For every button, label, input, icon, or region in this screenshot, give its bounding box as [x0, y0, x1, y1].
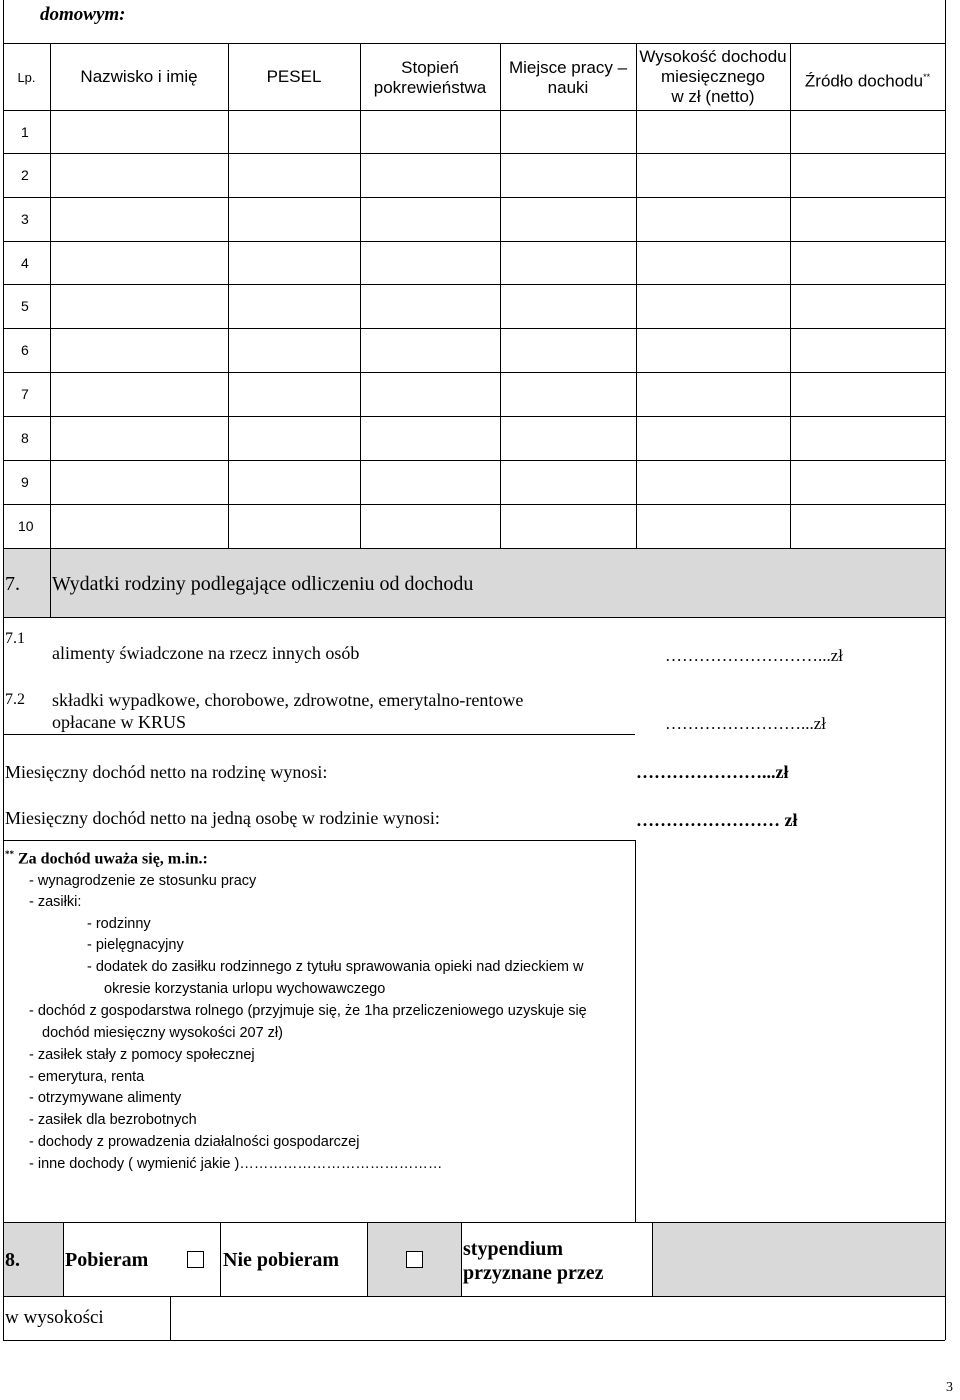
income-item: - zasiłki: — [29, 894, 82, 910]
summary-top-line — [3, 734, 635, 735]
monthly-person-label: Miesięczny dochód netto na jedną osobę w rodzinie wynosi: — [5, 808, 440, 828]
row-number: 10 — [18, 518, 34, 534]
income-item: dochód miesięczny wysokości 207 zł) — [42, 1025, 283, 1041]
not-receive-checkbox[interactable] — [406, 1251, 423, 1268]
col-divider — [636, 43, 637, 548]
note-right-divider — [635, 840, 636, 1222]
header-income-l3: w zł (netto) — [671, 87, 755, 106]
section8-divider — [220, 1222, 221, 1296]
monthly-person-amount: …………………… zł — [636, 810, 798, 830]
header-bottom-line — [3, 110, 945, 111]
section7-title: Wydatki rodziny podlegające odliczeniu od dochodu — [52, 573, 474, 595]
row-number: 1 — [21, 124, 29, 140]
header-work-l1: Miejsce pracy – — [508, 58, 628, 77]
section8-divider — [652, 1222, 653, 1296]
header-source-sup: ** — [923, 72, 931, 82]
receive-checkbox[interactable] — [187, 1251, 204, 1268]
header-relation-l1: Stopień — [401, 58, 459, 77]
row-number: 5 — [21, 298, 29, 314]
row-line — [3, 328, 945, 329]
row-number: 3 — [21, 211, 29, 227]
item-7-2-line2: opłacane w KRUS — [52, 712, 186, 732]
item-7-2-line1: składki wypadkowe, chorobowe, zdrowotne, emerytalno-rentowe — [52, 690, 524, 710]
header-relation-l2: pokrewieństwa — [373, 78, 487, 97]
col-divider — [228, 43, 229, 548]
item-7-1-amount: ………………………...zł — [665, 646, 844, 665]
header-work — [500, 58, 636, 98]
summary-bottom-line — [3, 840, 635, 841]
row-number: 7 — [21, 386, 29, 402]
income-item: - zasiłek dla bezrobotnych — [29, 1112, 197, 1128]
section8-number: 8. — [5, 1249, 20, 1271]
income-item: - dochody z prowadzenia działalności gospodarczej — [29, 1134, 360, 1150]
section7-header-bottom — [3, 617, 945, 618]
header-relation — [360, 58, 500, 98]
scholarship-l1: stypendium — [463, 1238, 564, 1260]
col-divider — [50, 548, 51, 618]
row-number: 2 — [21, 167, 29, 183]
row-line — [3, 460, 945, 461]
section8-divider — [63, 1222, 64, 1296]
header-name: Nazwisko i imię — [80, 67, 198, 86]
col-divider — [790, 43, 791, 548]
income-note-title — [5, 849, 208, 868]
amount-label: w wysokości — [5, 1307, 104, 1328]
header-top-line — [3, 43, 945, 44]
row-number: 9 — [21, 474, 29, 490]
row-line — [3, 284, 945, 285]
scholarship-l2: przyznane przez — [463, 1262, 604, 1284]
row-line — [3, 372, 945, 373]
item-7-1-text: alimenty świadczone na rzecz innych osób — [52, 643, 360, 663]
not-receive-label: Nie pobieram — [223, 1249, 340, 1271]
row-line — [3, 153, 945, 154]
row-number: 6 — [21, 342, 29, 358]
item-7-2-number: 7.2 — [5, 691, 25, 708]
income-item: - zasiłek stały z pomocy społecznej — [29, 1047, 255, 1063]
row-line — [3, 197, 945, 198]
income-item: - pielęgnacyjny — [87, 937, 184, 953]
section8-divider — [367, 1222, 368, 1296]
header-income-l1: Wysokość dochodu — [639, 47, 787, 66]
income-item: - wynagrodzenie ze stosunku pracy — [29, 873, 257, 889]
table-right-border — [945, 0, 946, 1340]
header-pesel: PESEL — [266, 67, 322, 86]
monthly-family-amount: …………………...zł — [636, 762, 789, 782]
col-divider — [50, 43, 51, 548]
header-income-l2: miesięcznego — [661, 67, 765, 86]
row-number: 8 — [21, 430, 29, 446]
page-number: 3 — [946, 1380, 953, 1395]
header-income — [636, 47, 790, 107]
section8-divider — [461, 1222, 462, 1296]
item-7-2-amount: ……………………...zł — [665, 714, 827, 733]
item-7-1-number: 7.1 — [5, 630, 25, 647]
income-item: - inne dochody ( wymienić jakie )…………………………………… — [29, 1156, 443, 1172]
section8-divider — [170, 1296, 171, 1340]
header-source — [790, 67, 945, 92]
header-work-l2: nauki — [547, 78, 589, 97]
income-item: - rodzinny — [87, 916, 151, 932]
row-line — [3, 416, 945, 417]
income-item: - dochód z gospodarstwa rolnego (przyjmuje się, że 1ha przeliczeniowego uzyskuje się — [29, 1003, 587, 1019]
income-item: - dodatek do zasiłku rodzinnego z tytułu sprawowania opieki nad dzieckiem w — [87, 959, 584, 975]
income-note-title-text: Za dochód uważa się, m.in.: — [18, 850, 208, 868]
row-line — [3, 241, 945, 242]
header-lp: Lp. — [17, 70, 36, 85]
header-source-text: Źródło dochodu — [804, 71, 924, 91]
section7-number: 7. — [5, 573, 20, 595]
income-item: - otrzymywane alimenty — [29, 1090, 182, 1106]
section8-bottom-line — [3, 1340, 945, 1341]
section-label: domowym: — [40, 4, 126, 25]
income-note-sup: ** — [5, 849, 14, 859]
item-7-2-text — [52, 689, 523, 733]
col-divider — [500, 43, 501, 548]
income-item: - emerytura, renta — [29, 1069, 145, 1085]
amount-input-cell[interactable] — [171, 1297, 945, 1340]
row-line — [3, 504, 945, 505]
income-item: okresie korzystania urlopu wychowawczego — [104, 981, 386, 997]
receive-label: Pobieram — [65, 1249, 149, 1271]
scholarship-label — [463, 1237, 604, 1285]
row-number: 4 — [21, 255, 29, 271]
col-divider — [360, 43, 361, 548]
monthly-family-label: Miesięczny dochód netto na rodzinę wynosi: — [5, 762, 328, 782]
